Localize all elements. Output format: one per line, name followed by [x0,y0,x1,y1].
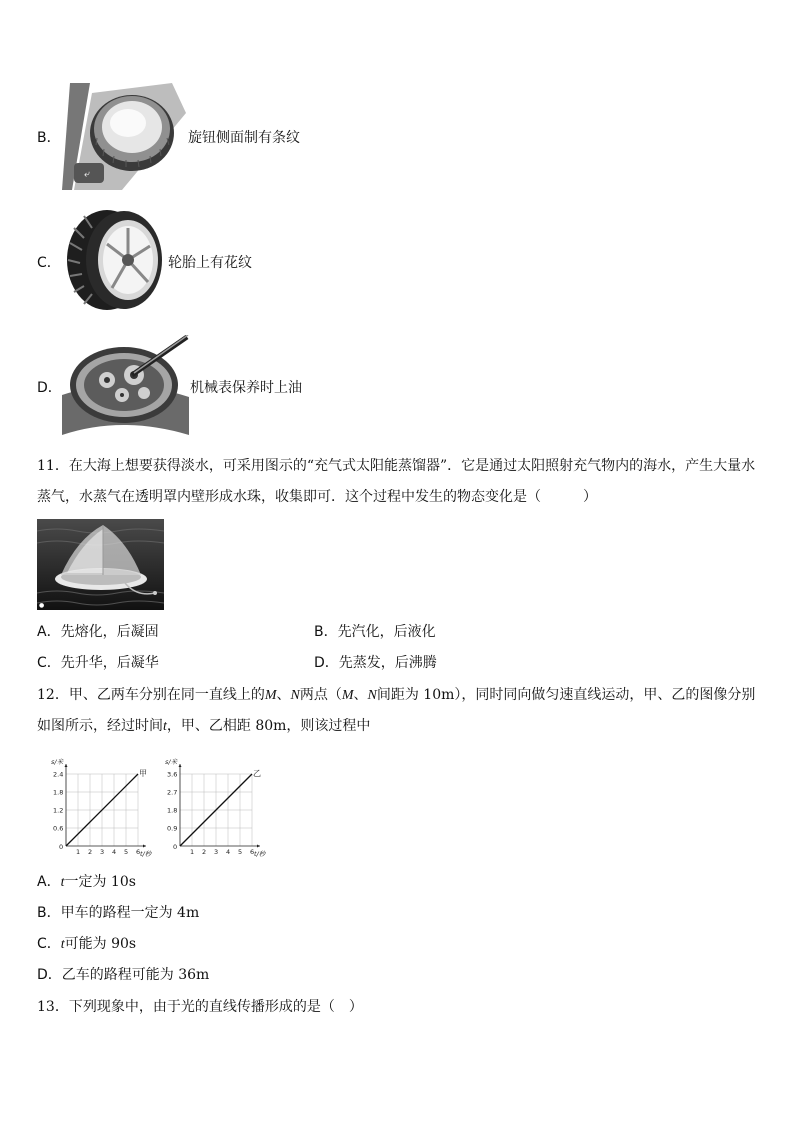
series-label: 甲 [139,769,147,778]
option-text: 甲车的路程一定为 4m [60,905,200,921]
x-tick-label: 5 [124,848,129,856]
point-m: M [264,688,277,703]
q11-line-2: 蒸气，水蒸气在透明罩内壁形成水珠，收集即可．这个过程中发生的物态变化是（ ） [37,489,597,505]
y-axis-arrow-icon [65,764,68,767]
tire-image [62,208,168,312]
var-t: t [163,719,167,734]
q12-line-2 [37,716,370,737]
point-n-2: N [367,688,377,703]
option-letter: C． [37,655,61,671]
y-tick-label: 2.7 [167,788,178,797]
q12-option-a [37,872,136,893]
y-axis-arrow-icon [179,764,182,767]
option-letter: B． [37,130,61,146]
q12-option-c [37,934,136,955]
y-tick-label: 0.6 [53,824,64,833]
q12-text-a: 12．甲、乙两车分别在同一直线上的 [37,687,265,703]
y-tick-label: 0.9 [167,824,178,833]
y-axis-label: s/米 [51,758,64,766]
option-letter: C． [37,255,61,271]
x-tick-label: 2 [88,848,93,856]
option-letter: C． [37,936,61,952]
svg-text:●: ● [39,602,45,609]
option-text: 先升华，后凝华 [60,655,159,671]
y-axis-label: s/米 [165,758,178,766]
x-tick-label: 5 [238,848,243,856]
x-tick-label: 6 [250,848,255,856]
svg-text:⤶: ⤶ [84,169,90,180]
q12-option-b [37,903,199,923]
x-axis-arrow-icon [257,845,260,848]
x-tick-label: 4 [112,848,117,856]
x-axis-arrow-icon [143,845,146,848]
q12-graphs [40,752,290,864]
option-text: 乙车的路程可能为 36m [61,967,210,983]
option-b-text: 旋钮侧面制有条纹 [188,130,300,146]
q11-option-a [37,622,159,642]
q11-option-d [314,653,437,673]
x-tick-label: 4 [226,848,231,856]
y-tick-label: 1.2 [53,806,64,815]
option-c-row [37,253,61,273]
x-tick-label: 2 [202,848,207,856]
origin-label: 0 [173,843,178,851]
option-d-text: 机械表保养时上油 [190,380,302,396]
q11-option-b [314,622,436,642]
option-letter: B． [314,624,338,640]
var-t: t [60,875,65,890]
var-t: t [60,937,65,952]
q12-text-d: 如图所示，经过时间 [37,718,163,734]
option-b-row [37,128,61,148]
x-tick-label: 1 [190,848,195,856]
x-tick-label: 3 [214,848,219,856]
option-letter: D． [37,380,62,396]
option-text: 一定为 10s [64,874,136,890]
q12-option-d [37,965,209,985]
y-tick-label: 1.8 [167,806,178,815]
q12-sep-2: 、 [353,687,368,703]
option-letter: D． [314,655,339,671]
option-text: 可能为 90s [64,936,137,952]
option-text: 先蒸发，后沸腾 [338,655,437,671]
knob-image [62,83,186,190]
option-letter: B． [37,905,61,921]
option-letter: A． [37,874,61,890]
origin-label: 0 [59,843,64,851]
option-text: 先熔化，后凝固 [60,624,159,640]
y-tick-label: 3.6 [167,770,178,779]
q11-line-1: 11．在大海上想要获得淡水，可采用图示的“充气式太阳能蒸馏器”．它是通过太阳照射充气物内的海水，产生大量水 [37,458,756,474]
option-text: 先汽化，后液化 [337,624,436,640]
option-d-row [37,378,62,398]
option-letter: D． [37,967,62,983]
x-tick-label: 3 [100,848,105,856]
q12-line-1 [37,685,755,706]
x-axis-label: t/秒 [254,850,266,858]
watch-image [62,335,189,442]
q13-line-1: 13．下列现象中，由于光的直线传播形成的是（ ） [37,999,363,1015]
series-label: 乙 [253,769,261,778]
q12-sep: 、 [276,687,291,703]
q12-text-c: 间距为 10m），同时同向做匀速直线运动，甲、乙的图像分别 [376,687,756,703]
q11-option-c [37,653,159,673]
q12-text-e: ，甲、乙相距 80m，则该过程中 [166,718,371,734]
y-tick-label: 2.4 [53,770,64,779]
option-c-text: 轮胎上有花纹 [168,255,252,271]
x-tick-label: 1 [76,848,81,856]
option-letter: A． [37,624,61,640]
x-tick-label: 6 [136,848,141,856]
y-tick-label: 1.8 [53,788,64,797]
point-n: N [290,688,300,703]
q12-text-b: 两点（ [299,687,342,703]
solar-still-image [37,519,164,610]
point-m-2: M [341,688,354,703]
x-axis-label: t/秒 [140,850,152,858]
